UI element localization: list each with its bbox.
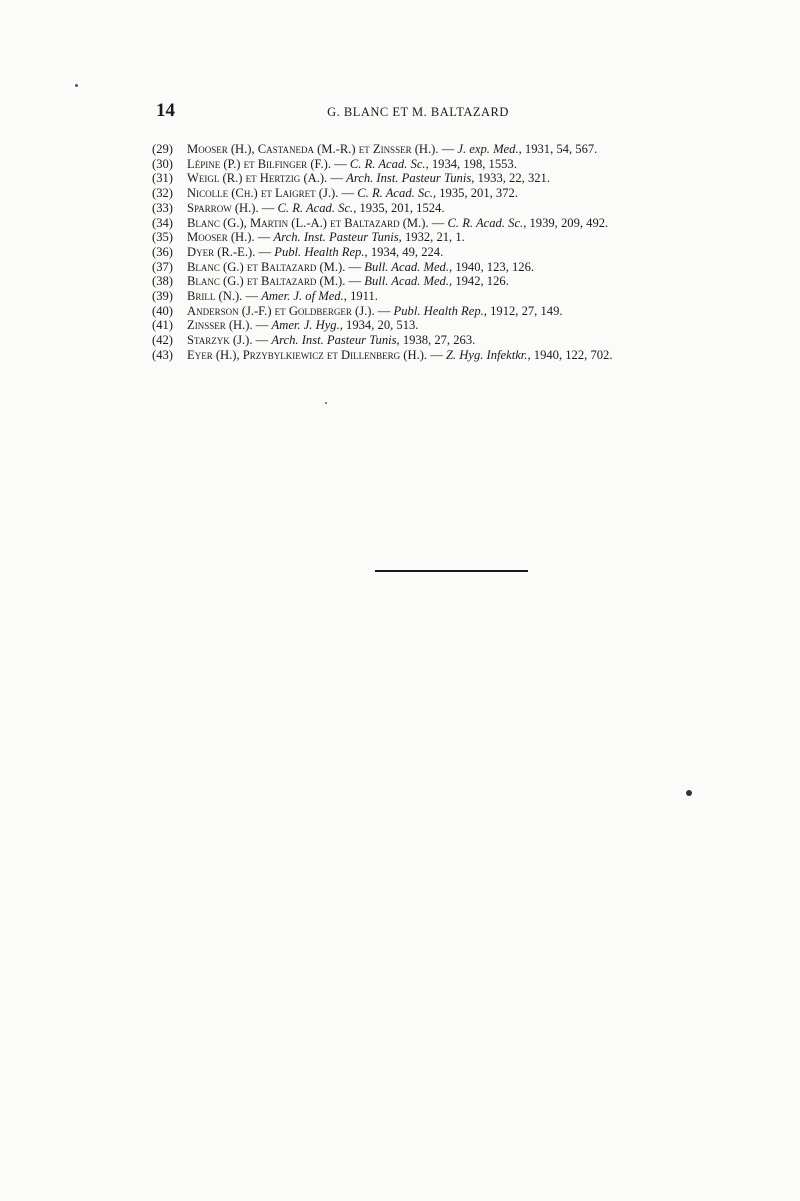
reference-entry — [152, 186, 762, 201]
reference-entry — [152, 201, 762, 216]
reference-journal: C. R. Acad. Sc. — [357, 186, 433, 201]
reference-entry — [152, 142, 762, 157]
reference-journal: C. R. Acad. Sc. — [349, 156, 426, 171]
reference-details: , 1938, 27, 263. — [396, 333, 476, 348]
reference-details: , 1935, 201, 1524. — [353, 200, 445, 215]
reference-journal: Amer. J. of Med. — [261, 289, 344, 304]
reference-text — [187, 260, 762, 275]
reference-list — [152, 142, 762, 363]
reference-authors: Weigl (R.) et Hertzig (A.). — [187, 171, 328, 186]
reference-text — [187, 333, 762, 348]
reference-separator: — — [438, 142, 458, 156]
reference-details: , 1934, 20, 513. — [339, 318, 419, 333]
reference-separator: — — [428, 215, 448, 230]
reference-entry — [152, 289, 762, 304]
reference-details: , 1912, 27, 149. — [483, 303, 563, 318]
reference-authors: Eyer (H.), Przybylkiewicz et Dillenberg (H.). — [187, 347, 428, 362]
reference-text — [187, 274, 762, 289]
ink-speck — [75, 84, 78, 87]
reference-separator: — — [242, 289, 262, 304]
reference-number: (34) — [152, 215, 173, 230]
reference-authors: Blanc (G.), Martin (L.-A.) et Baltazard (M.). — [187, 215, 429, 230]
reference-text — [187, 157, 762, 172]
reference-number: (31) — [152, 171, 173, 186]
reference-separator: — — [338, 186, 358, 201]
reference-separator: — — [252, 318, 272, 333]
reference-separator: — — [252, 333, 272, 348]
reference-entry — [152, 333, 762, 348]
reference-details: , 1933, 22, 321. — [471, 171, 550, 186]
reference-details: , 1940, 123, 126. — [449, 259, 535, 274]
reference-authors: Dyer (R.-E.). — [187, 244, 256, 259]
reference-text — [187, 142, 762, 157]
reference-journal: C. R. Acad. Sc. — [447, 215, 524, 230]
section-divider-rule — [375, 570, 528, 572]
reference-text — [187, 348, 762, 363]
reference-separator: — — [427, 347, 446, 362]
reference-separator: — — [255, 244, 275, 259]
page-number: 14 — [156, 100, 175, 121]
reference-entry — [152, 157, 762, 172]
reference-number: (30) — [152, 156, 173, 171]
ink-speck — [686, 790, 692, 796]
reference-journal: Arch. Inst. Pasteur Tunis — [273, 230, 399, 245]
reference-number: (32) — [152, 186, 173, 201]
reference-journal: J. exp. Med. — [457, 142, 519, 156]
reference-details: , 1942, 126. — [449, 274, 509, 289]
reference-separator: — — [374, 303, 394, 318]
reference-separator: — — [258, 200, 278, 215]
reference-authors: Lépine (P.) et Bilfinger (F.). — [187, 156, 331, 171]
reference-details: , 1939, 209, 492. — [523, 215, 609, 230]
reference-number: (33) — [152, 200, 173, 215]
reference-separator: — — [327, 171, 347, 186]
reference-text — [187, 304, 762, 319]
reference-entry — [152, 245, 762, 260]
reference-number: (29) — [152, 142, 173, 156]
reference-details: , 1934, 49, 224. — [364, 244, 444, 259]
reference-authors: Blanc (G.) et Baltazard (M.). — [187, 274, 346, 289]
reference-details: , 1931, 54, 567. — [518, 142, 598, 156]
reference-journal: Arch. Inst. Pasteur Tunis — [346, 171, 472, 186]
reference-number: (41) — [152, 318, 173, 333]
reference-entry — [152, 216, 762, 231]
reference-authors: Mooser (H.). — [187, 230, 255, 245]
reference-authors: Zinsser (H.). — [187, 318, 253, 333]
reference-text — [187, 245, 762, 260]
reference-text — [187, 171, 762, 186]
reference-details: , 1934, 198, 1553. — [425, 156, 517, 171]
reference-journal: Bull. Acad. Med. — [364, 259, 450, 274]
reference-journal: Bull. Acad. Med. — [364, 274, 450, 289]
reference-text — [187, 230, 762, 245]
reference-entry — [152, 171, 762, 186]
reference-entry — [152, 260, 762, 275]
reference-text — [187, 216, 762, 231]
reference-entry — [152, 230, 762, 245]
reference-text — [187, 289, 762, 304]
reference-authors: Anderson (J.-F.) et Goldberger (J.). — [187, 303, 375, 318]
reference-entry — [152, 348, 762, 363]
reference-details: , 1940, 122, 702. — [527, 347, 613, 362]
reference-journal: C. R. Acad. Sc. — [277, 200, 354, 215]
reference-number: (36) — [152, 244, 173, 259]
reference-details: , 1935, 201, 372. — [432, 186, 518, 201]
reference-authors: Nicolle (Ch.) et Laigret (J.). — [187, 186, 339, 201]
reference-separator: — — [254, 230, 274, 245]
ink-speck — [325, 402, 327, 404]
running-title: G. BLANC ET M. BALTAZARD — [327, 105, 509, 119]
reference-number: (35) — [152, 230, 173, 245]
reference-text — [187, 186, 762, 201]
reference-authors: Brill (N.). — [187, 289, 243, 304]
reference-number: (42) — [152, 333, 173, 348]
reference-text — [187, 318, 762, 333]
reference-journal: Publ. Health Rep. — [274, 244, 365, 259]
reference-authors: Starzyk (J.). — [187, 333, 253, 348]
reference-separator: — — [345, 259, 365, 274]
reference-text — [187, 201, 762, 216]
reference-number: (39) — [152, 289, 173, 304]
reference-journal: Publ. Health Rep. — [393, 303, 484, 318]
reference-entry — [152, 274, 762, 289]
reference-authors: Sparrow (H.). — [187, 200, 259, 215]
reference-details: , 1911. — [343, 289, 378, 304]
reference-entry — [152, 304, 762, 319]
reference-journal: Amer. J. Hyg. — [271, 318, 340, 333]
reference-entry — [152, 318, 762, 333]
reference-separator: — — [345, 274, 365, 289]
reference-separator: — — [331, 156, 350, 171]
reference-number: (43) — [152, 347, 173, 362]
reference-number: (37) — [152, 259, 173, 274]
reference-authors: Blanc (G.) et Baltazard (M.). — [187, 259, 346, 274]
reference-authors: Mooser (H.), Castaneda (M.-R.) et Zinsser (H.). — [187, 142, 439, 156]
reference-number: (40) — [152, 303, 173, 318]
reference-details: , 1932, 21, 1. — [398, 230, 465, 245]
reference-journal: Z. Hyg. Infektkr. — [445, 347, 528, 362]
reference-number: (38) — [152, 274, 173, 289]
reference-journal: Arch. Inst. Pasteur Tunis — [271, 333, 397, 348]
